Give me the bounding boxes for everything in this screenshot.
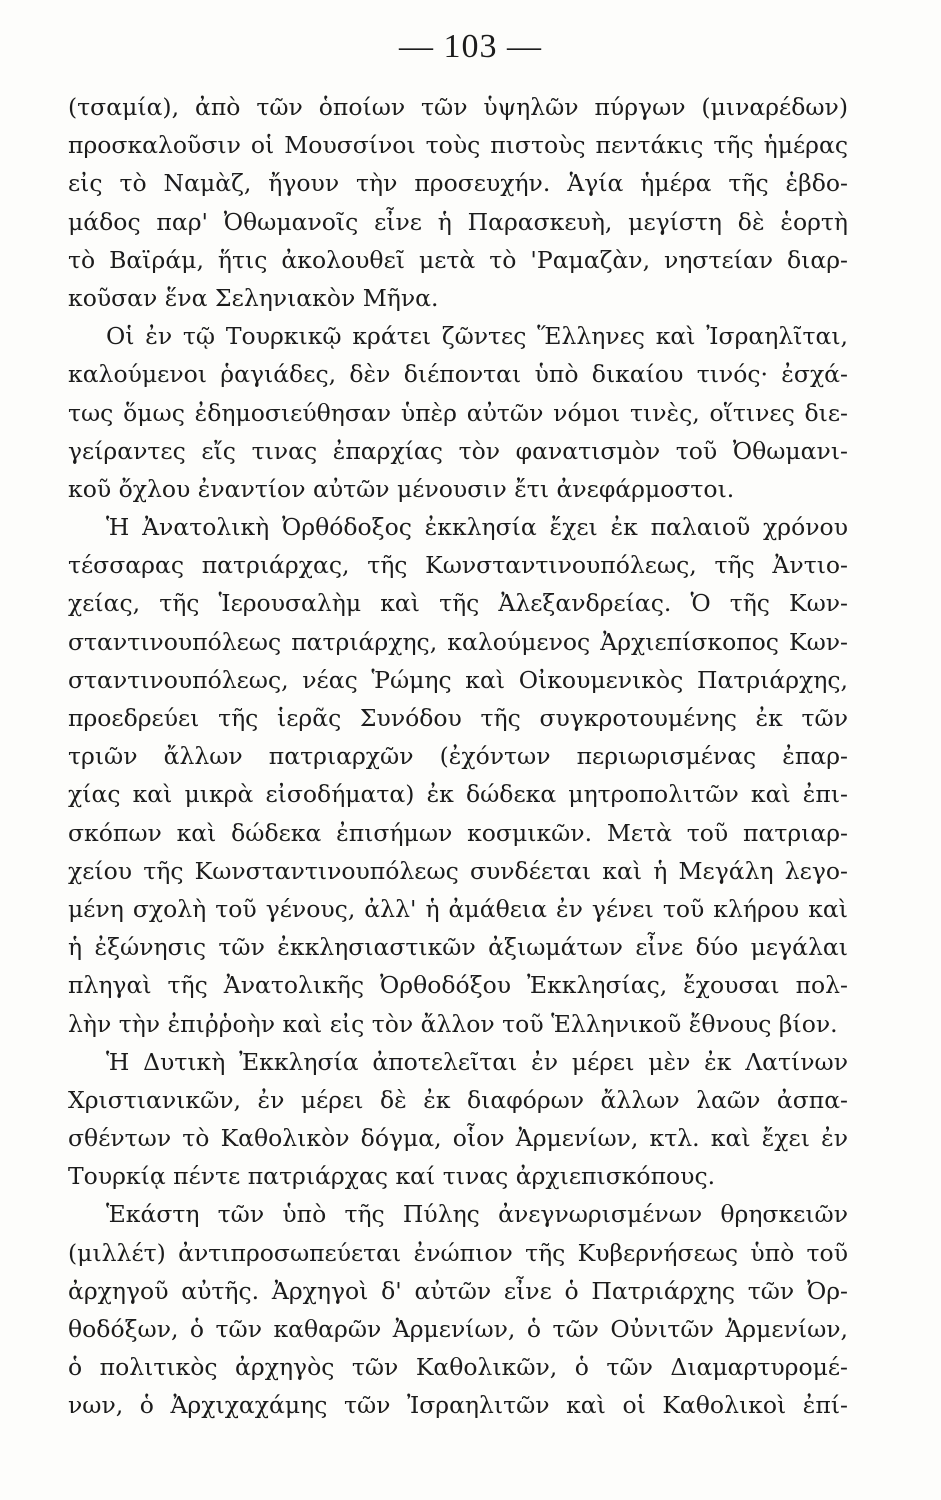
text-line: κοῦσαν ἕνα Σεληνιακὸν Μῆνα. <box>68 283 439 312</box>
text-line: κοῦ ὄχλου ἐναντίον αὐτῶν μένουσιν ἔτι ἀνεφάρμοστοι. <box>68 474 735 503</box>
paragraph-first-line: Οἱ ἐν τῷ Τουρκικῷ κράτει ζῶντες Ἕλληνες καὶ Ἰσραηλῖται, <box>106 322 848 351</box>
text-line: προεδρεύει τῆς ἱερᾶς Συνόδου τῆς συγκροτουμένης ἐκ τῶν <box>68 704 848 732</box>
text-line: Τουρκίᾳ πέντε πατριάρχας καί τινας ἀρχιεπισκόπους. <box>68 1162 716 1191</box>
text-line: σταντινουπόλεως, νέας Ῥώμης καὶ Οἰκουμενικὸς Πατριάρχης, <box>68 665 848 694</box>
text-line: τριῶν ἄλλων πατριαρχῶν (ἐχόντων περιωρισμένας ἐπαρ- <box>68 742 848 771</box>
text-line: χείας, τῆς Ἱερουσαλὴμ καὶ τῆς Ἀλεξανδρείας. Ὁ τῆς Κων- <box>68 589 848 618</box>
text-line: (τσαμία), ἀπὸ τῶν ὁποίων τῶν ὑψηλῶν πύργων (μιναρέδων) <box>68 93 848 121</box>
text-line: εἰς τὸ Ναμὰζ, ἤγουν τὴν προσευχήν. Ἁγία ἡμέρα τῆς ἑβδο- <box>68 169 848 198</box>
text-line: χίας καὶ μικρὰ εἰσοδήματα) ἐκ δώδεκα μητροπολιτῶν καὶ ἐπι- <box>68 780 848 809</box>
text-line: λὴν τὴν ἐπιῤῥοὴν καὶ εἰς τὸν ἄλλον τοῦ Ἑλληνικοῦ ἔθνους βίον. <box>68 1009 838 1038</box>
text-line: καλούμενοι ῥαγιάδες, δὲν διέπονται ὑπὸ δικαίου τινός· ἐσχά- <box>68 360 848 389</box>
text-line: σταντινουπόλεως πατριάρχης, καλούμενος Ἀρχιεπίσκοπος Κων- <box>68 627 848 656</box>
text-line: τὸ Βαϊράμ, ἥτις ἀκολουθεῖ μετὰ τὸ 'Ραμαζὰν, νηστείαν διαρ- <box>68 245 848 274</box>
text-line: χείου τῆς Κωνσταντινουπόλεως συνδέεται καὶ ἡ Μεγάλη λεγο- <box>68 856 848 885</box>
body-text <box>68 88 848 1425</box>
paragraph-first-line: Ἡ Ἀνατολικὴ Ὀρθόδοξος ἐκκλησία ἔχει ἐκ παλαιοῦ χρόνου <box>106 513 848 542</box>
text-line: ὁ πολιτικὸς ἀρχηγὸς τῶν Καθολικῶν, ὁ τῶν Διαμαρτυρομέ- <box>68 1353 848 1382</box>
text-line: προσκαλοῦσιν οἱ Μουσσίνοι τοὺς πιστοὺς πεντάκις τῆς ἡμέρας <box>68 131 848 160</box>
text-line: σκόπων καὶ δώδεκα ἐπισήμων κοσμικῶν. Μετὰ τοῦ πατριαρ- <box>68 818 848 847</box>
page-number: — 103 — <box>399 28 542 65</box>
text-line: ἡ ἐξώνησις τῶν ἐκκλησιαστικῶν ἀξιωμάτων εἶνε δύο μεγάλαι <box>68 933 848 962</box>
text-line: τως ὅμως ἐδημοσιεύθησαν ὑπὲρ αὐτῶν νόμοι τινὲς, οἵτινες διε- <box>68 398 848 427</box>
text-line: Χριστιανικῶν, ἐν μέρει δὲ ἐκ διαφόρων ἄλλων λαῶν ἀσπα- <box>68 1085 848 1114</box>
text-line: μένη σχολὴ τοῦ γένους, ἀλλ' ἡ ἀμάθεια ἐν γένει τοῦ κλήρου καὶ <box>68 894 848 923</box>
text-line: τέσσαρας πατριάρχας, τῆς Κωνσταντινουπόλεως, τῆς Ἀντιο- <box>68 551 848 580</box>
paragraph-first-line: Ἡ Δυτικὴ Ἐκκλησία ἀποτελεῖται ἐν μέρει μὲν ἐκ Λατίνων <box>106 1047 848 1076</box>
text-line: γείραντες εἴς τινας ἐπαρχίας τὸν φανατισμὸν τοῦ Ὀθωμανι- <box>68 436 848 465</box>
text-line: θοδόξων, ὁ τῶν καθαρῶν Ἀρμενίων, ὁ τῶν Οὐνιτῶν Ἀρμενίων, <box>68 1315 848 1343</box>
text-line: (μιλλέτ) ἀντιπροσωπεύεται ἐνώπιον τῆς Κυβερνήσεως ὑπὸ τοῦ <box>68 1238 848 1267</box>
text-line: ἀρχηγοῦ αὐτῆς. Ἀρχηγοὶ δ' αὐτῶν εἶνε ὁ Πατριάρχης τῶν Ὀρ- <box>68 1276 848 1305</box>
text-line: νων, ὁ Ἀρχιχαχάμης τῶν Ἰσραηλιτῶν καὶ οἱ Καθολικοὶ ἐπί- <box>68 1391 848 1420</box>
text-line: μάδος παρ' Ὀθωμανοῖς εἶνε ἡ Παρασκευὴ, μεγίστη δὲ ἑορτὴ <box>68 207 848 236</box>
paragraph-first-line: Ἑκάστη τῶν ὑπὸ τῆς Πύλης ἀνεγνωρισμένων θρησκειῶν <box>106 1200 848 1229</box>
text-line: πληγαὶ τῆς Ἀνατολικῆς Ὀρθοδόξου Ἐκκλησίας, ἔχουσαι πολ- <box>68 971 848 1000</box>
text-line: σθέντων τὸ Καθολικὸν δόγμα, οἷον Ἀρμενίων, κτλ. καὶ ἔχει ἐν <box>68 1124 848 1153</box>
